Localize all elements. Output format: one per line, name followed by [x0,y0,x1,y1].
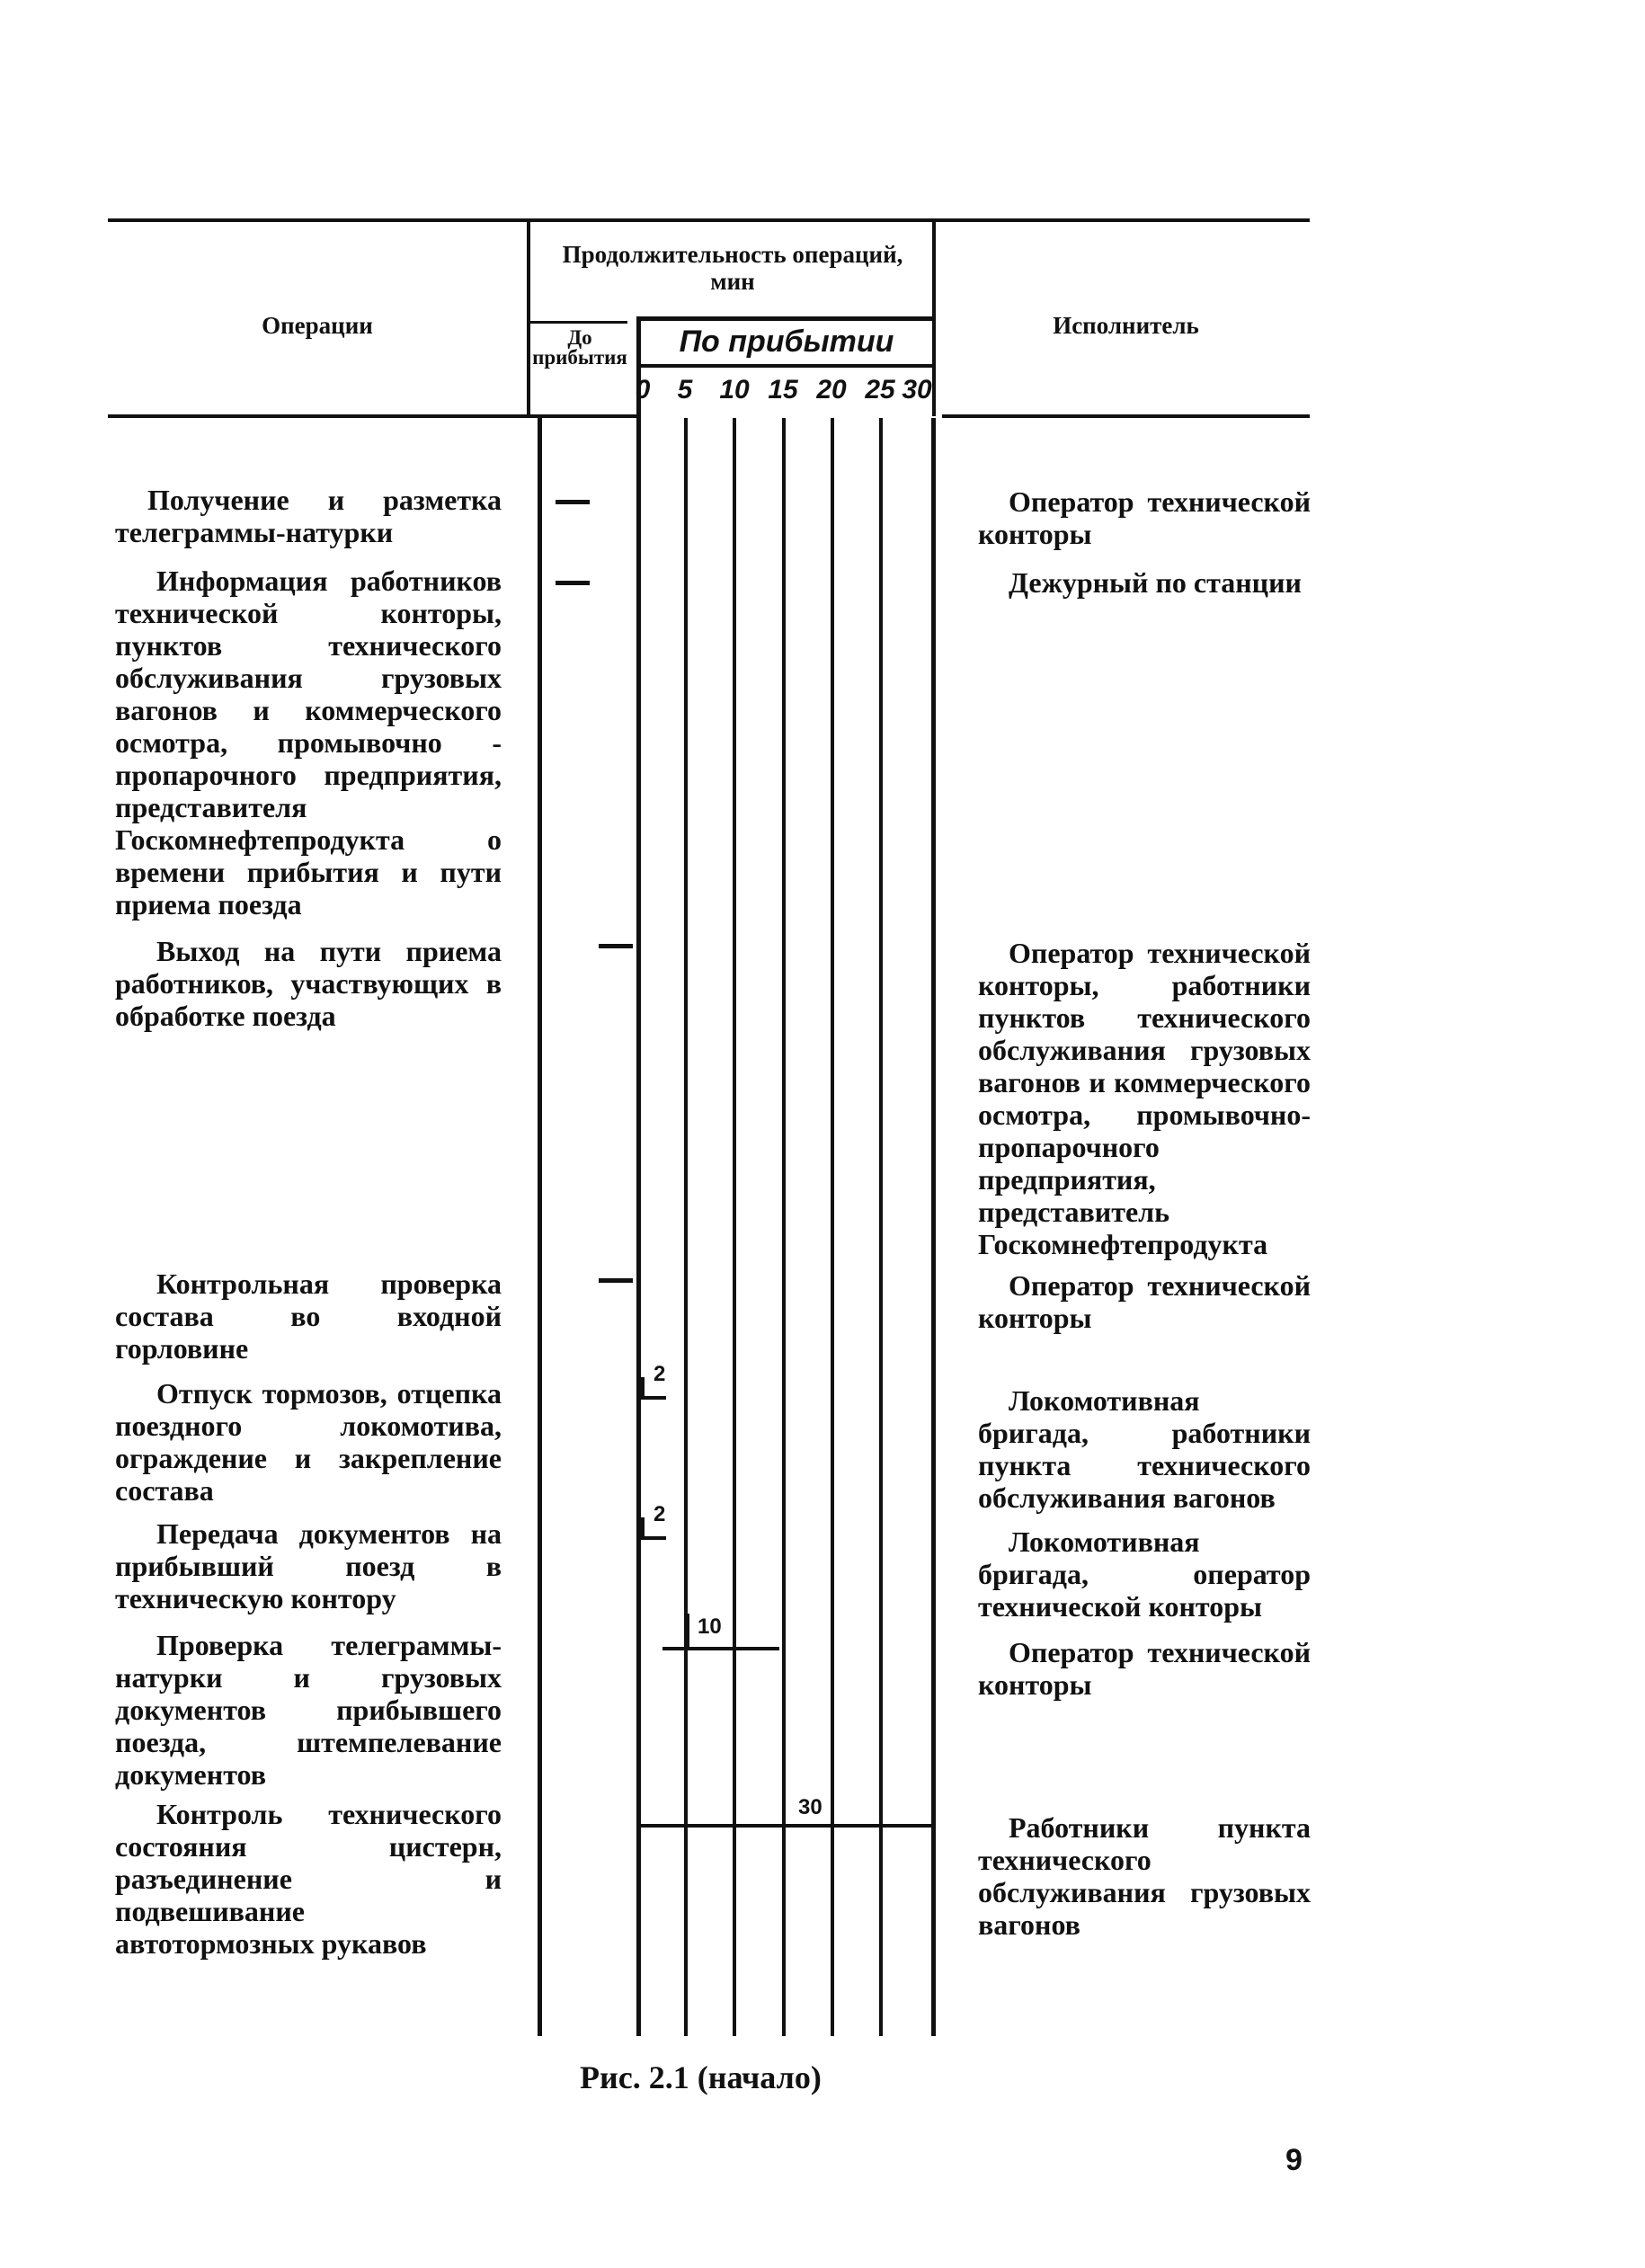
row6-performer: Локомотивная бригада, оператор технической конторы [978,1525,1311,1623]
figure-caption: Рис. 2.1 (начало) [580,2059,822,2095]
row6-bar [641,1536,666,1540]
subheader-rule-before [527,321,627,324]
row5-bar [641,1396,666,1400]
header-performer: Исполнитель [1053,312,1199,339]
row7-bar [662,1647,779,1650]
header-before-arrival: До прибытия [532,326,627,369]
row5-bar-label: 2 [654,1362,666,1386]
scale-tick-15: 15 [768,375,798,405]
table-top-rule [108,218,1310,222]
row2-operation: Информация работников технической конторы, пунктов технического обслуживания грузовых вагонов и коммерческого осмотра, промывочно - пропарочного предприятия, представителя Госкомнефтепродукта о времени прибытия и пути приема поезда [115,565,502,921]
page-number: 9 [1285,2143,1303,2177]
col-line-25 [879,418,883,2036]
header-after-arrival: По прибытии [679,325,894,359]
scale-tick-20: 20 [816,375,847,405]
row6-bar-label: 2 [654,1502,666,1526]
scale-tick-30: 30 [902,375,932,405]
col-line-10 [733,418,736,2036]
row8-operation: Контроль технического состояния цистерн, разъединение и подвешивание автотормозных рукавов [115,1798,502,1960]
row1-operation: Получение и разметка телеграммы-натурки [115,484,502,548]
header-operations: Операции [262,312,373,339]
col-line-0 [636,418,641,2036]
row2-before-dash [556,581,590,585]
scale-tick-0: 0 [635,375,651,405]
row3-before-dash [599,944,633,948]
header-bottom-rule-left [108,414,636,418]
row8-bar-label: 30 [798,1795,822,1819]
row1-performer: Оператор технической конторы [978,485,1311,550]
header-divider-ops [527,222,530,416]
row4-performer: Оператор технической конторы [978,1269,1311,1334]
col-line-30 [931,418,936,2036]
row8-bar-start [831,1793,834,1825]
row7-bar-label: 10 [698,1614,722,1639]
col-line-5 [684,418,688,2036]
subheader-rule-after-top [636,316,936,321]
row3-operation: Выход на пути приема работников, участвующих в обработке поезда [115,935,502,1032]
scale-tick-25: 25 [865,375,895,405]
subheader-rule-after-mid [636,364,936,368]
row7-bar-start [686,1614,689,1648]
scale-tick-5: 5 [677,375,693,405]
row5-performer: Локомотивная бригада, работники пункта технического обслуживания вагонов [978,1384,1311,1514]
row8-bar [641,1824,936,1828]
col-line-before-left [538,418,542,2036]
scale-tick-10: 10 [719,375,750,405]
header-bottom-rule-right [942,414,1310,418]
row4-operation: Контрольная проверка состава во входной горловине [115,1267,502,1365]
row3-performer: Оператор технической конторы, работники пунктов технического обслуживания грузовых вагонов и коммерческого осмотра, промывочно-пропарочного предприятия, представитель Госкомнефтепродукта [978,937,1311,1260]
row7-performer: Оператор технической конторы [978,1636,1311,1701]
row6-operation: Передача документов на прибывший поезд в техническую контору [115,1517,502,1614]
row2-performer: Дежурный по станции [1009,566,1302,599]
row7-operation: Проверка телеграммы-натурки и грузовых документов прибывшего поезда, штемпелевание документов [115,1629,502,1791]
row5-operation: Отпуск тормозов, отцепка поездного локомотива, ограждение и закрепление состава [115,1377,502,1507]
row1-before-dash [556,500,590,504]
header-duration: Продолжительность операций, мин [562,241,903,295]
row4-before-dash [599,1278,633,1283]
col-line-15 [782,418,786,2036]
row8-performer: Работники пункта технического обслуживания грузовых вагонов [978,1811,1311,1941]
